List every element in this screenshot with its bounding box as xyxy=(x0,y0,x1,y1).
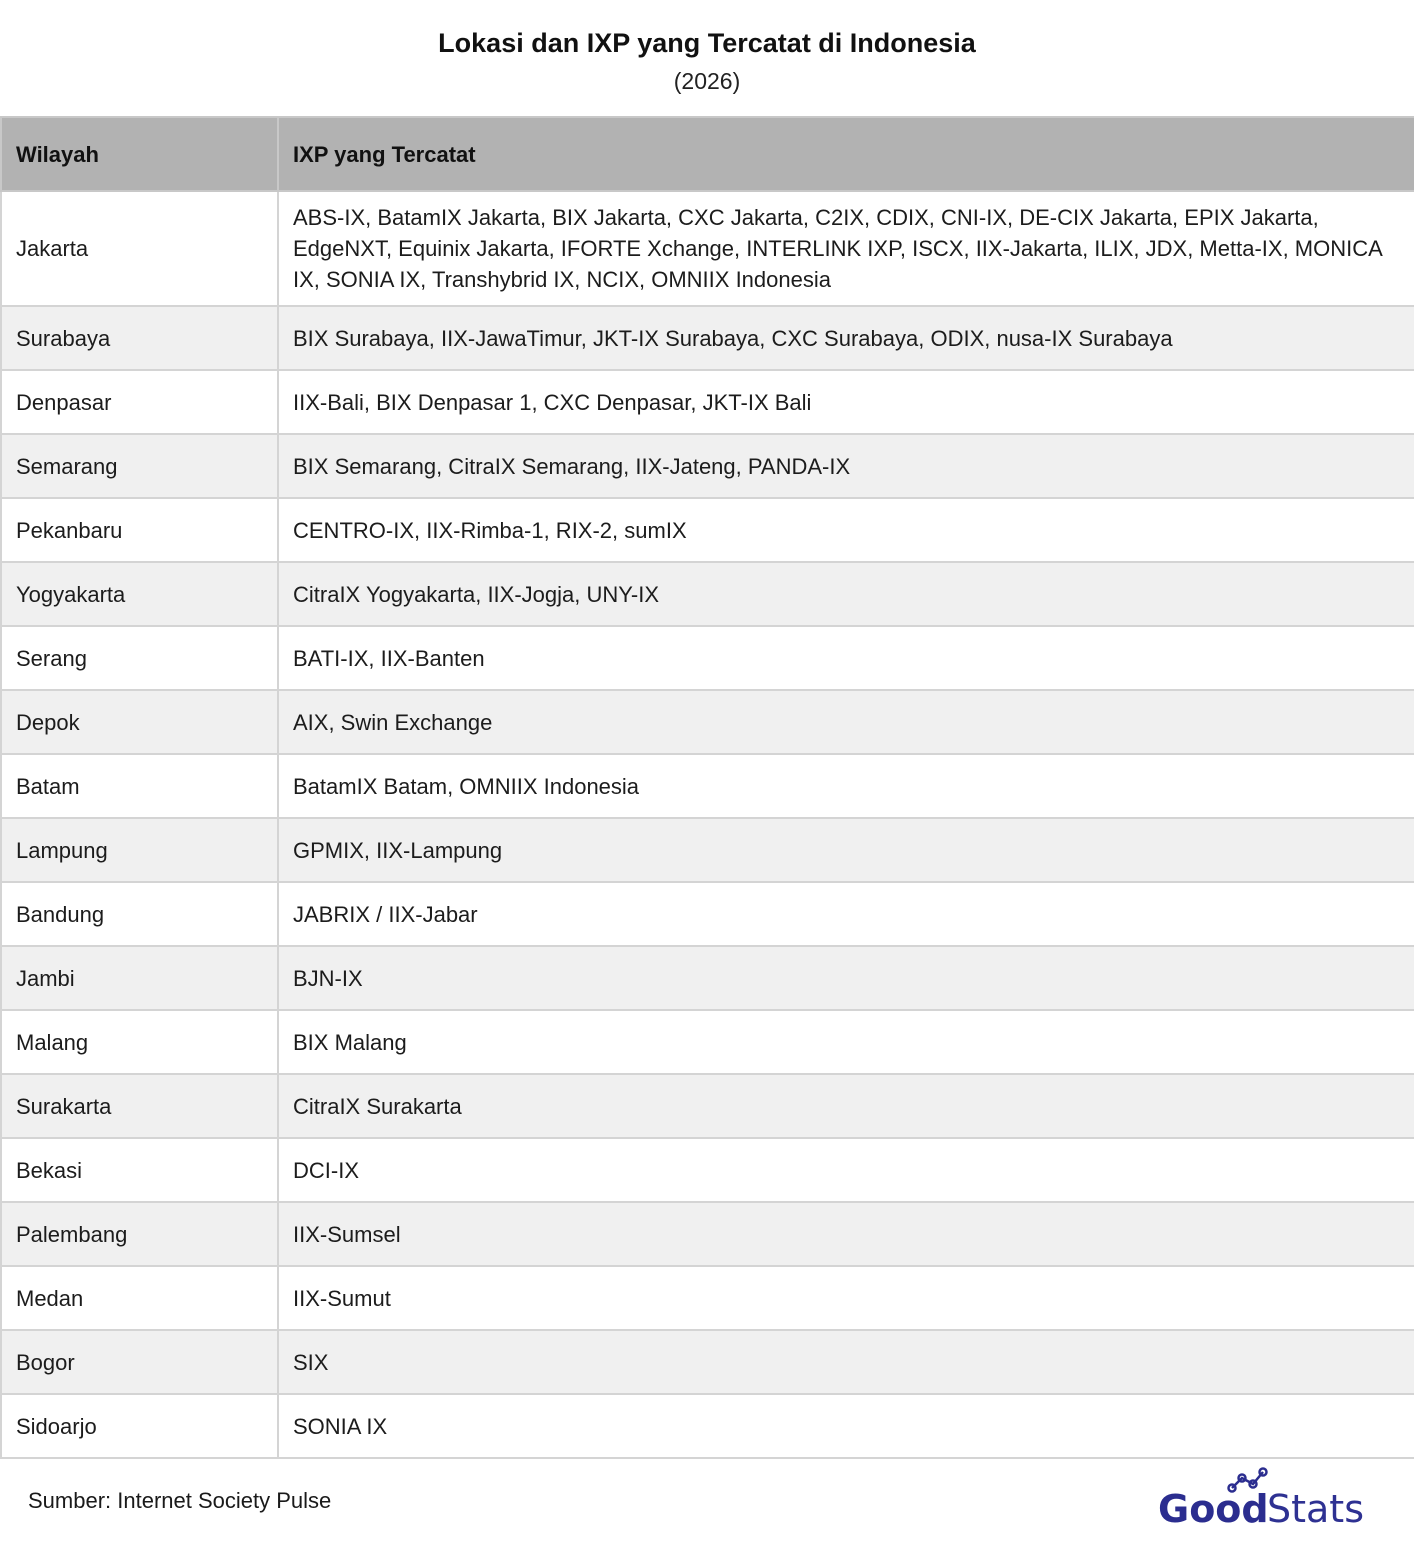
ixp-list-cell: BIX Semarang, CitraIX Semarang, IIX-Jateng, PANDA-IX xyxy=(278,434,1414,498)
table-row xyxy=(1,306,1414,370)
ixp-list-cell: BATI-IX, IIX-Banten xyxy=(278,626,1414,690)
table-row xyxy=(1,882,1414,946)
region-cell: Jakarta xyxy=(1,191,278,306)
ixp-list-cell: IIX-Bali, BIX Denpasar 1, CXC Denpasar, JKT-IX Bali xyxy=(278,370,1414,434)
region-cell: Depok xyxy=(1,690,278,754)
ixp-list-cell: GPMIX, IIX-Lampung xyxy=(278,818,1414,882)
table-body xyxy=(1,191,1414,1458)
ixp-list-cell: AIX, Swin Exchange xyxy=(278,690,1414,754)
table-row xyxy=(1,1010,1414,1074)
region-cell: Serang xyxy=(1,626,278,690)
ixp-list-cell: SIX xyxy=(278,1330,1414,1394)
ixp-list-cell: BatamIX Batam, OMNIIX Indonesia xyxy=(278,754,1414,818)
table-row xyxy=(1,946,1414,1010)
ixp-list-cell: ABS-IX, BatamIX Jakarta, BIX Jakarta, CXC Jakarta, C2IX, CDIX, CNI-IX, DE-CIX Jakarta, EPIX Jakarta, EdgeNXT, Equinix Jakarta, IFORTE Xchange, INTERLINK IXP, ISCX, IIX-Jakarta, ILIX, JDX, Metta-IX, MONICA IX, SONIA IX, Transhybrid IX, NCIX, OMNIIX Indonesia xyxy=(278,191,1414,306)
region-cell: Bandung xyxy=(1,882,278,946)
table-row xyxy=(1,562,1414,626)
ixp-list-cell: CitraIX Yogyakarta, IIX-Jogja, UNY-IX xyxy=(278,562,1414,626)
column-header-region: Wilayah xyxy=(1,117,278,191)
table-row xyxy=(1,1202,1414,1266)
region-cell: Batam xyxy=(1,754,278,818)
ixp-list-cell: CENTRO-IX, IIX-Rimba-1, RIX-2, sumIX xyxy=(278,498,1414,562)
table-row xyxy=(1,1074,1414,1138)
table-row xyxy=(1,1330,1414,1394)
region-cell: Sidoarjo xyxy=(1,1394,278,1458)
ixp-list-cell: IIX-Sumsel xyxy=(278,1202,1414,1266)
table-row xyxy=(1,1138,1414,1202)
region-cell: Surakarta xyxy=(1,1074,278,1138)
header xyxy=(0,0,1414,116)
ixp-list-cell: SONIA IX xyxy=(278,1394,1414,1458)
ixp-list-cell: CitraIX Surakarta xyxy=(278,1074,1414,1138)
table-row xyxy=(1,191,1414,306)
table-row xyxy=(1,690,1414,754)
region-cell: Malang xyxy=(1,1010,278,1074)
region-cell: Jambi xyxy=(1,946,278,1010)
table-header xyxy=(1,117,1414,191)
ixp-list-cell: BJN-IX xyxy=(278,946,1414,1010)
region-cell: Semarang xyxy=(1,434,278,498)
logo-text-stats: Stats xyxy=(1267,1487,1365,1530)
region-cell: Bekasi xyxy=(1,1138,278,1202)
table-row xyxy=(1,1394,1414,1458)
table-row xyxy=(1,754,1414,818)
ixp-list-cell: JABRIX / IIX-Jabar xyxy=(278,882,1414,946)
region-cell: Medan xyxy=(1,1266,278,1330)
ixp-list-cell: DCI-IX xyxy=(278,1138,1414,1202)
region-cell: Lampung xyxy=(1,818,278,882)
table-row xyxy=(1,370,1414,434)
logo-text-good: Good xyxy=(1158,1487,1269,1530)
page-title: Lokasi dan IXP yang Tercatat di Indonesia xyxy=(438,28,976,58)
table-row xyxy=(1,498,1414,562)
goodstats-logo xyxy=(1156,1466,1370,1530)
source-note: Sumber: Internet Society Pulse xyxy=(28,1488,332,1513)
table-row xyxy=(1,1266,1414,1330)
region-cell: Palembang xyxy=(1,1202,278,1266)
ixp-table xyxy=(0,116,1414,1459)
table-row xyxy=(1,434,1414,498)
column-header-ixp: IXP yang Tercatat xyxy=(278,117,1414,191)
ixp-list-cell: BIX Malang xyxy=(278,1010,1414,1074)
region-cell: Pekanbaru xyxy=(1,498,278,562)
ixp-list-cell: BIX Surabaya, IIX-JawaTimur, JKT-IX Surabaya, CXC Surabaya, ODIX, nusa-IX Surabaya xyxy=(278,306,1414,370)
region-cell: Yogyakarta xyxy=(1,562,278,626)
table-row xyxy=(1,626,1414,690)
page-subtitle: (2026) xyxy=(673,68,741,94)
table-header-row xyxy=(1,117,1414,191)
table-row xyxy=(1,818,1414,882)
region-cell: Denpasar xyxy=(1,370,278,434)
ixp-list-cell: IIX-Sumut xyxy=(278,1266,1414,1330)
region-cell: Surabaya xyxy=(1,306,278,370)
region-cell: Bogor xyxy=(1,1330,278,1394)
